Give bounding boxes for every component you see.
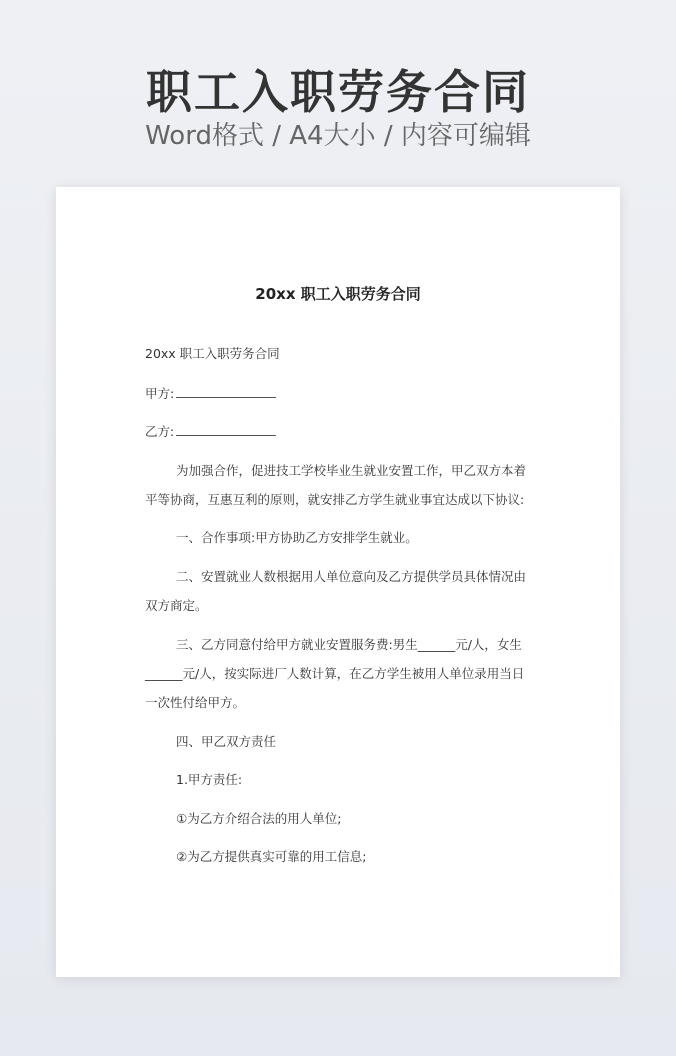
- doc-line-heading: 20xx 职工入职劳务合同: [145, 346, 280, 361]
- party-a-label: 甲方:: [145, 386, 175, 401]
- party-b-label: 乙方:: [145, 424, 175, 439]
- doc-line-item-2b: 双方商定。: [145, 598, 208, 613]
- doc-line-item-4: 四、甲乙双方责任: [176, 734, 277, 749]
- doc-line-intro-2: 平等协商，互惠互利的原则，就安排乙方学生就业事宜达成以下协议:: [145, 492, 525, 507]
- doc-line-duty-2: ②为乙方提供真实可靠的用工信息;: [176, 849, 367, 864]
- doc-line-item-3c: 一次性付给甲方。: [145, 695, 246, 710]
- doc-line-party-a-duty: 1.甲方责任:: [176, 772, 243, 787]
- document-page: [56, 187, 620, 977]
- doc-line-duty-1: ①为乙方介绍合法的用人单位;: [176, 811, 342, 826]
- party-b-blank: [176, 421, 276, 436]
- doc-line-item-3a: 三、乙方同意付给甲方就业安置服务费:男生______元/人，女生: [176, 637, 522, 652]
- doc-line-party-a: [145, 377, 529, 411]
- banner-subtitle: Word格式 / A4大小 / 内容可编辑: [145, 121, 531, 151]
- banner-title: 职工入职劳务合同: [146, 65, 530, 119]
- doc-line-item-1: 一、合作事项:甲方协助乙方安排学生就业。: [176, 530, 418, 545]
- document-title: 20xx 职工入职劳务合同: [255, 285, 421, 303]
- doc-line-party-b: [145, 415, 529, 449]
- doc-line-item-2a: 二、安置就业人数根据用人单位意向及乙方提供学员具体情况由: [176, 569, 527, 584]
- doc-line-intro-1: 为加强合作，促进技工学校毕业生就业安置工作，甲乙双方本着: [176, 463, 527, 478]
- doc-line-item-3b: ______元/人，按实际进厂人数计算，在乙方学生被用人单位录用当日: [145, 666, 525, 681]
- party-a-blank: [176, 383, 276, 398]
